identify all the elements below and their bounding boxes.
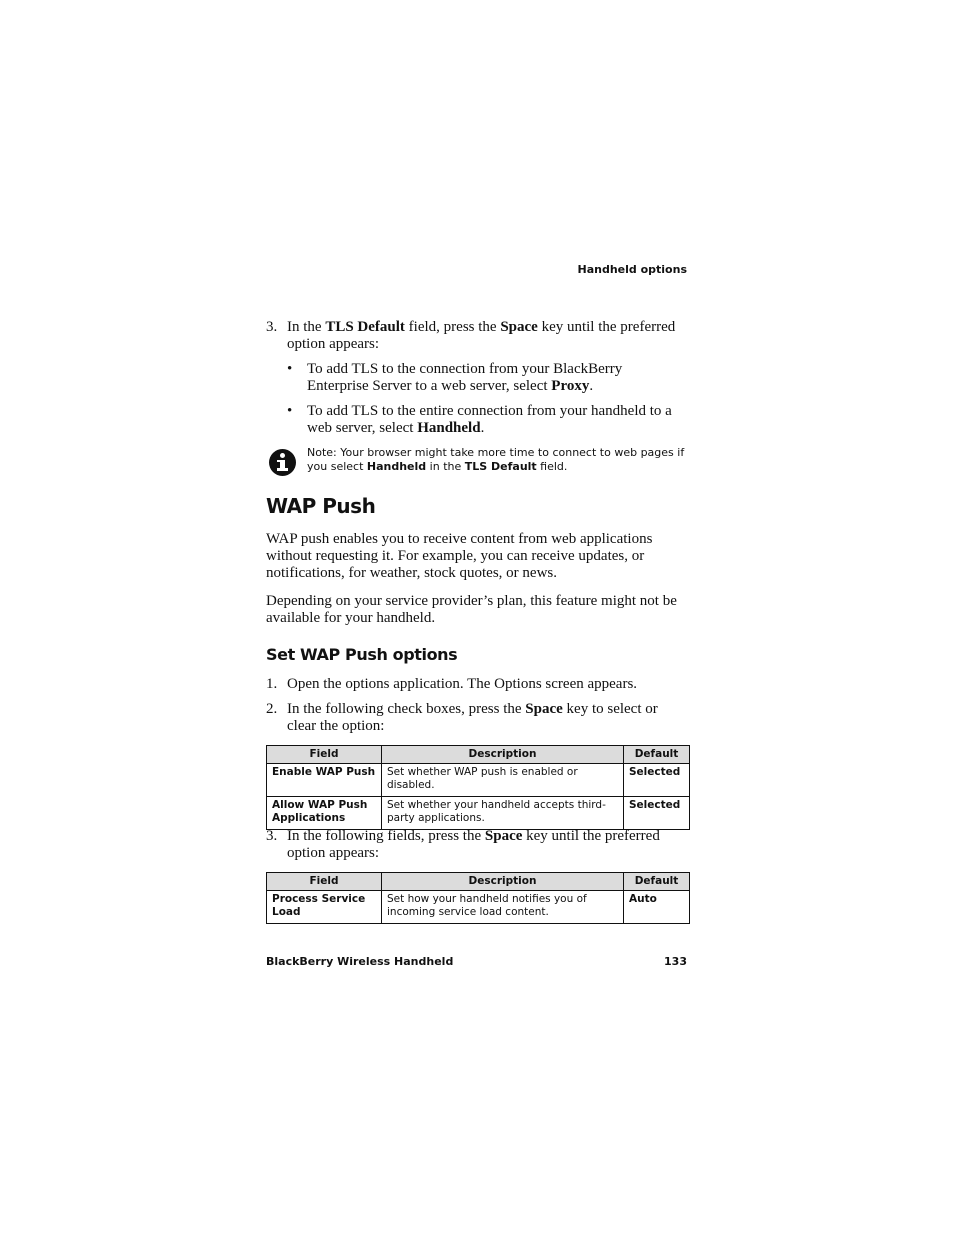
bullet-dot: • <box>287 403 293 419</box>
cell-description: Set how your handheld notifies you of incoming service load content. <box>382 891 624 924</box>
field-options-table <box>266 872 690 924</box>
bullet-proxy: • To add TLS to the connection from your BlackBerry Enterprise Server to a web server, select Proxy. <box>287 361 623 394</box>
cell-field: Enable WAP Push <box>267 764 382 797</box>
footer-title: BlackBerry Wireless Handheld <box>266 955 454 968</box>
table-row <box>267 764 690 797</box>
step-check-boxes: 2. In the following check boxes, press the Space key to select or clear the option: <box>266 701 658 734</box>
step-number: 3. <box>266 828 278 844</box>
cell-description: Set whether your handheld accepts third-party applications. <box>382 797 624 830</box>
info-icon <box>269 449 296 476</box>
step-number: 2. <box>266 701 278 717</box>
running-head: Handheld options <box>577 263 687 276</box>
table-row <box>267 797 690 830</box>
step-open-options: 1. Open the options application. The Options screen appears. <box>266 676 638 692</box>
cell-default: Auto <box>624 891 690 924</box>
step-number: 3. <box>266 319 278 335</box>
page-number: 133 <box>664 955 687 968</box>
bullet-handheld: • To add TLS to the entire connection from your handheld to a web server, select Handheld. <box>287 403 672 436</box>
header-field: Field <box>267 746 382 764</box>
plan-paragraph: Depending on your service provider’s plan, this feature might not be available for your handheld. <box>266 593 677 626</box>
cell-default: Selected <box>624 764 690 797</box>
table-header-row <box>267 746 690 764</box>
header-default: Default <box>624 873 690 891</box>
note: Note: Your browser might take more time to connect to web pages if you select Handheld in the TLS Default field. <box>307 446 685 473</box>
header-description: Description <box>382 873 624 891</box>
step-number: 1. <box>266 676 278 692</box>
checkbox-options-table <box>266 745 690 830</box>
step-fields: 3. In the following fields, press the Space key until the preferred option appears: <box>266 828 660 861</box>
cell-description: Set whether WAP push is enabled or disabled. <box>382 764 624 797</box>
step-tls-default: 3. In the TLS Default field, press the Space key until the preferred option appears: <box>266 319 676 352</box>
header-default: Default <box>624 746 690 764</box>
table-header-row <box>267 873 690 891</box>
header-description: Description <box>382 746 624 764</box>
section-title: WAP Push <box>266 494 376 518</box>
note-label: Note: <box>307 446 337 459</box>
bullet-dot: • <box>287 361 293 377</box>
cell-default: Selected <box>624 797 690 830</box>
subsection-title: Set WAP Push options <box>266 645 458 664</box>
cell-field: Process Service Load <box>267 891 382 924</box>
table-row <box>267 891 690 924</box>
intro-paragraph: WAP push enables you to receive content from web applications without requesting it. For example, you can receive updates, or notifications, for weather, stock quotes, or news. <box>266 531 653 581</box>
header-field: Field <box>267 873 382 891</box>
cell-field: Allow WAP Push Applications <box>267 797 382 830</box>
